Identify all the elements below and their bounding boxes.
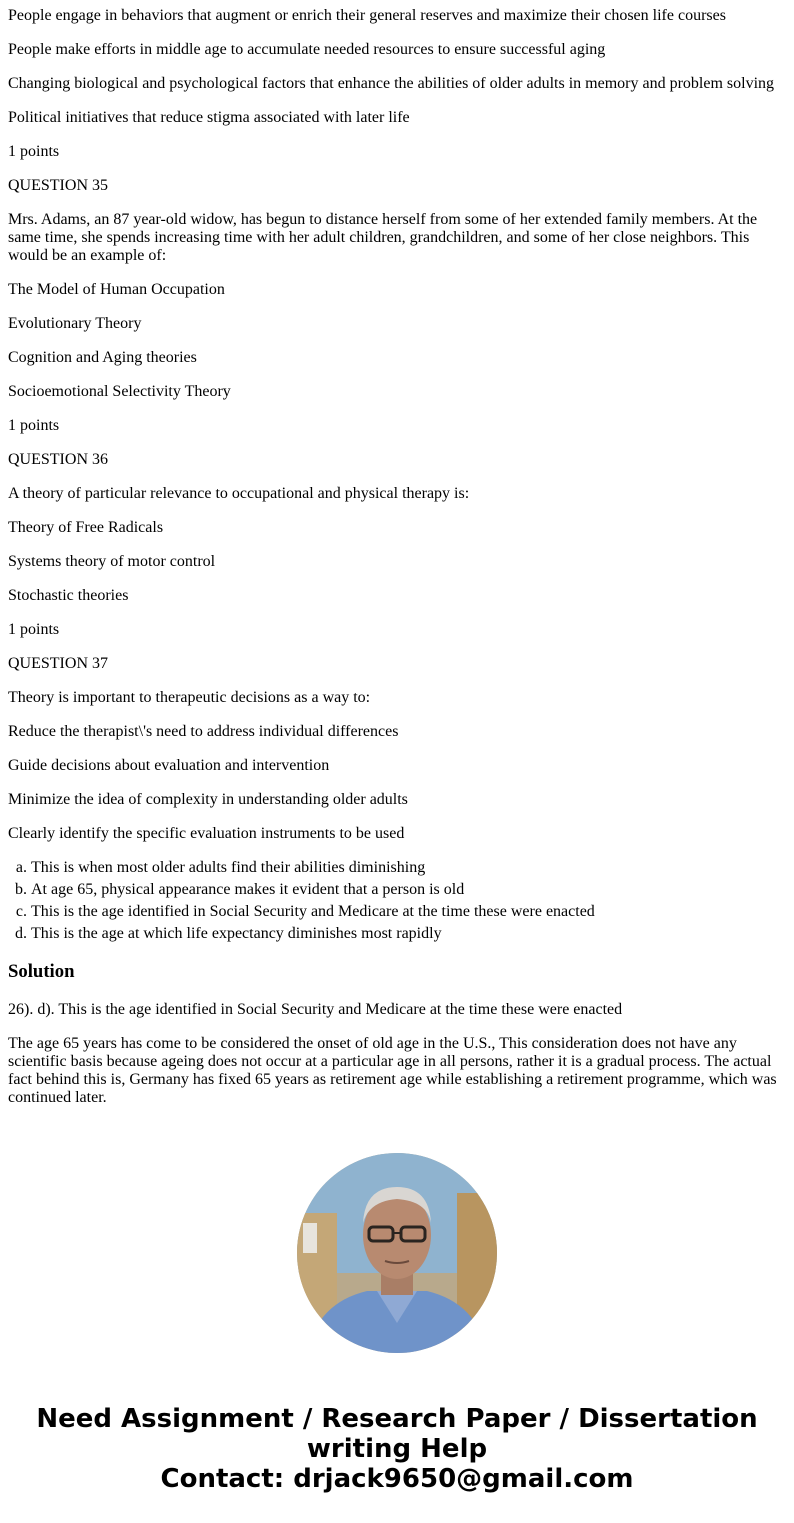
footer-line: Need Assignment / Research Paper / Dissertation bbox=[36, 1404, 758, 1434]
option-text: Guide decisions about evaluation and intervention bbox=[8, 757, 330, 774]
question-header: QUESTION 35 bbox=[8, 177, 108, 194]
author-photo bbox=[297, 1153, 497, 1353]
list-item: a. This is when most older adults find their abilities diminishing bbox=[31, 859, 786, 877]
document-body bbox=[8, 0, 786, 1123]
question-text: Mrs. Adams, an 87 year-old widow, has begun to distance herself from some of her extended family members. At the same time, she spends increasing time with her adult children, grandchildren, and some of her close neighbors. This would be an example of: bbox=[8, 211, 758, 264]
option-text: Socioemotional Selectivity Theory bbox=[8, 383, 231, 400]
option-text: Clearly identify the specific evaluation instruments to be used bbox=[8, 825, 405, 842]
question-header: QUESTION 37 bbox=[8, 655, 108, 672]
option-text: Changing biological and psychological factors that enhance the abilities of older adults in memory and problem solving bbox=[8, 75, 775, 92]
option-text: Reduce the therapist\'s need to address individual differences bbox=[8, 723, 399, 740]
solution-heading: Solution bbox=[8, 961, 75, 982]
footer-banner bbox=[0, 1404, 794, 1494]
option-text: Evolutionary Theory bbox=[8, 315, 142, 332]
option-text: Cognition and Aging theories bbox=[8, 349, 197, 366]
points-label: 1 points bbox=[8, 621, 60, 638]
points-label: 1 points bbox=[8, 417, 60, 434]
points-label: 1 points bbox=[8, 143, 60, 160]
question-header: QUESTION 36 bbox=[8, 451, 108, 468]
option-text: Political initiatives that reduce stigma associated with later life bbox=[8, 109, 410, 126]
list-item: c. This is the age identified in Social Security and Medicare at the time these were enacted bbox=[31, 903, 786, 921]
list-item: b. At age 65, physical appearance makes it evident that a person is old bbox=[31, 881, 786, 899]
footer-line: writing Help bbox=[306, 1434, 488, 1464]
question-text: A theory of particular relevance to occupational and physical therapy is: bbox=[8, 485, 470, 502]
lettered-option-list bbox=[8, 859, 786, 943]
option-text: Stochastic theories bbox=[8, 587, 129, 604]
solution-explanation: The age 65 years has come to be considered the onset of old age in the U.S., This consideration does not have any scientific basis because ageing does not occur at a particular age in all persons, rather it is a gradual process. The actual fact behind this is, Germany has fixed 65 years as retirement age while establishing a retirement programme, which was continued later. bbox=[8, 1035, 777, 1106]
option-text: The Model of Human Occupation bbox=[8, 281, 225, 298]
list-item: d. This is the age at which life expectancy diminishes most rapidly bbox=[31, 925, 786, 943]
option-text: Theory of Free Radicals bbox=[8, 519, 164, 536]
option-text: Systems theory of motor control bbox=[8, 553, 216, 570]
option-text: People make efforts in middle age to accumulate needed resources to ensure successful aging bbox=[8, 41, 606, 58]
footer-contact: Contact: drjack9650@gmail.com bbox=[160, 1464, 634, 1494]
question-text: Theory is important to therapeutic decisions as a way to: bbox=[8, 689, 371, 706]
solution-answer: 26). d). This is the age identified in Social Security and Medicare at the time these were enacted bbox=[8, 1001, 623, 1018]
option-text: People engage in behaviors that augment or enrich their general reserves and maximize their chosen life courses bbox=[8, 7, 726, 24]
option-text: Minimize the idea of complexity in understanding older adults bbox=[8, 791, 408, 808]
